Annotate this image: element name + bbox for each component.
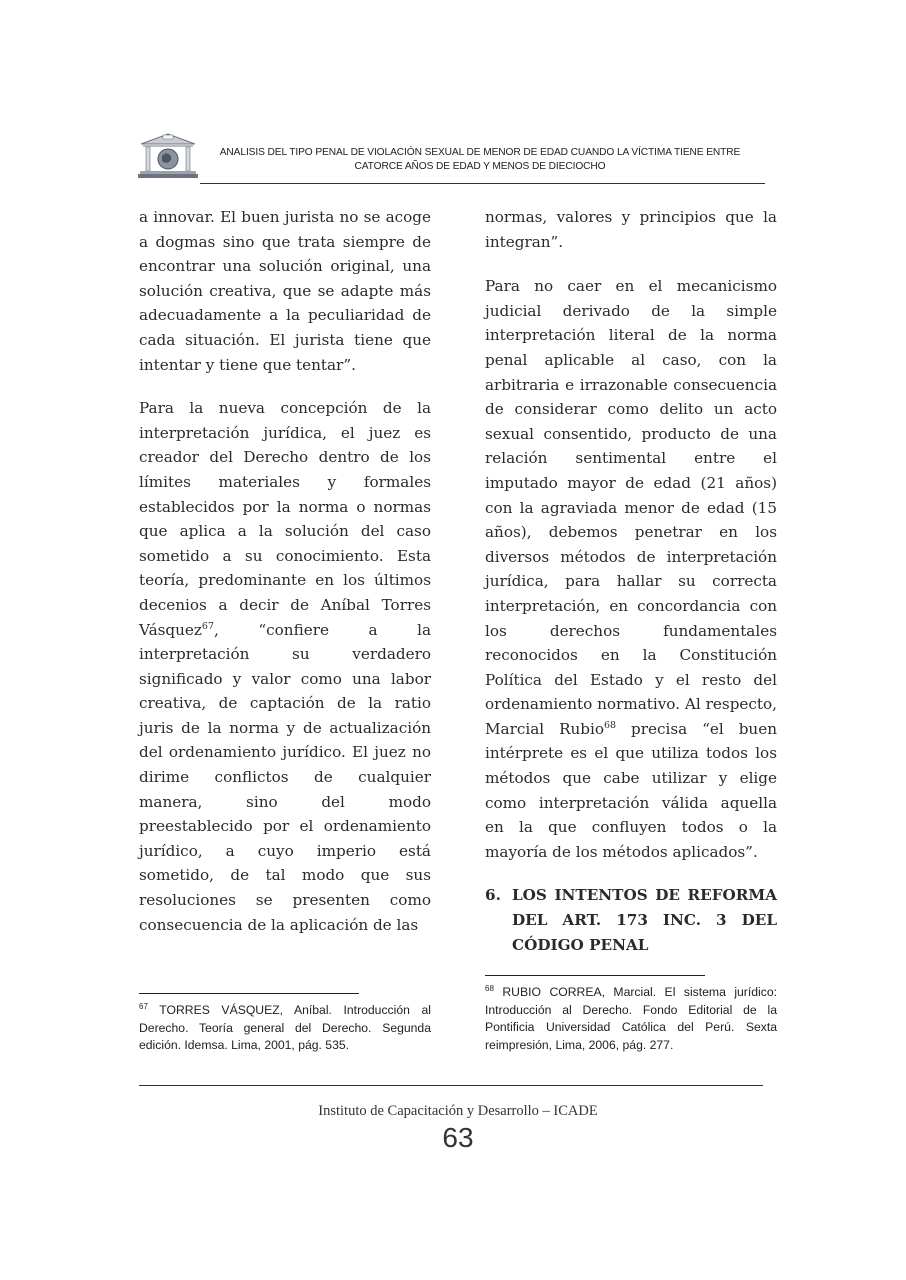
footnote-68-text: RUBIO CORREA, Marcial. El sistema jurídico: Introducción al Derecho. Fondo Editorial de la Pontificia Universidad Católica del Perú. Sexta reimpresión, Lima, 2006, pág. 277. [485, 985, 777, 1052]
footnote-ref-68[interactable]: 68 [604, 719, 617, 731]
header-rule [200, 183, 765, 184]
footer-rule [139, 1085, 763, 1086]
footnote-rule-left [139, 993, 359, 994]
footnote-rule-right [485, 975, 705, 976]
footnote-68-number: 68 [485, 984, 494, 993]
footnote-ref-67[interactable]: 67 [201, 620, 215, 632]
left-paragraph-1: a innovar. El buen jurista no se acoge a dogmas sino que trata siempre de encontrar una solución original, una solución creativa, que se adapte más adecuadamente a la peculiaridad de cada situación. El jurista tiene que intentar y tiene que tentar”. [139, 208, 431, 374]
header-title-line2: CATORCE AÑOS DE EDAD Y MENOS DE DIECIOCHO [354, 161, 606, 172]
right-column [485, 205, 777, 957]
right-paragraph-1: normas, valores y principios que la integran”. [485, 208, 777, 251]
left-paragraph-2 [139, 396, 431, 937]
footnote-67-text: TORRES VÁSQUEZ, Aníbal. Introducción al Derecho. Teoría general del Derecho. Segunda edición. Idemsa. Lima, 2001, pág. 535. [139, 1003, 431, 1052]
left-paragraph-2-text-b: , “confiere a la interpretación su verdadero significado y valor como una labor creativa, de captación de la ratio juris de la norma y de actualización del ordenamiento jurídico. El juez no dirime conflictos de cualquier manera, sino del modo preestablecido por el ordenamiento jurídico, a cuyo imperio está sometido, de tal modo que sus resoluciones se presenten como consecuencia de la aplicación de las [139, 620, 431, 934]
footer-institute: Instituto de Capacitación y Desarrollo – ICADE [318, 1103, 598, 1119]
page-number: 63 [442, 1122, 474, 1153]
section-title: LOS INTENTOS DE REFORMA DEL ART. 173 INC. 3 DEL CÓDIGO PENAL [512, 886, 777, 954]
right-paragraph-2-text-b: precisa “el buen intérprete es el que utiliza todos los métodos que cabe utilizar y elige como interpretación válida aquella en la que confluyen todos o la mayoría de los métodos aplicados”. [485, 719, 777, 861]
left-column [139, 205, 431, 956]
right-paragraph-2-text-a: Para no caer en el mecanicismo judicial derivado de la simple interpretación literal de la norma penal aplicable al caso, con la arbitraria e irrazonable consecuencia de considerar como delito un acto sexual consentido, producto de una relación sentimental entre el imputado mayor de edad (21 años) con la agraviada menor de edad (15 años), debemos penetrar en los diversos métodos de interpretación jurídica, para hallar su correcta interpretación, en concordancia con los derechos fundamentales reconocidos en la Constitución Política del Estado y el resto del ordenamiento normativo. Al respecto, Marcial Rubio [485, 277, 777, 738]
footnote-67 [139, 1002, 431, 1055]
left-paragraph-2-text-a: Para la nueva concepción de la interpretación jurídica, el juez es creador del Derecho dentro de los límites materiales y formales establecidos por la norma o normas que aplica a la solución del caso sometido a su conocimiento. Esta teoría, predominante en los últimos decenios a decir de Aníbal Torres Vásquez [139, 399, 431, 639]
footnote-68 [485, 984, 777, 1054]
footnote-67-number: 67 [139, 1002, 148, 1011]
header-title-line1: ANALISIS DEL TIPO PENAL DE VIOLACIÓN SEXUAL DE MENOR DE EDAD CUANDO LA VÍCTIMA TIENE ENTRE [219, 147, 741, 158]
running-header [210, 146, 750, 174]
section-heading [485, 883, 777, 957]
right-paragraph-2 [485, 274, 777, 864]
icade-logo-icon [137, 132, 199, 180]
section-number: 6. [485, 886, 501, 905]
